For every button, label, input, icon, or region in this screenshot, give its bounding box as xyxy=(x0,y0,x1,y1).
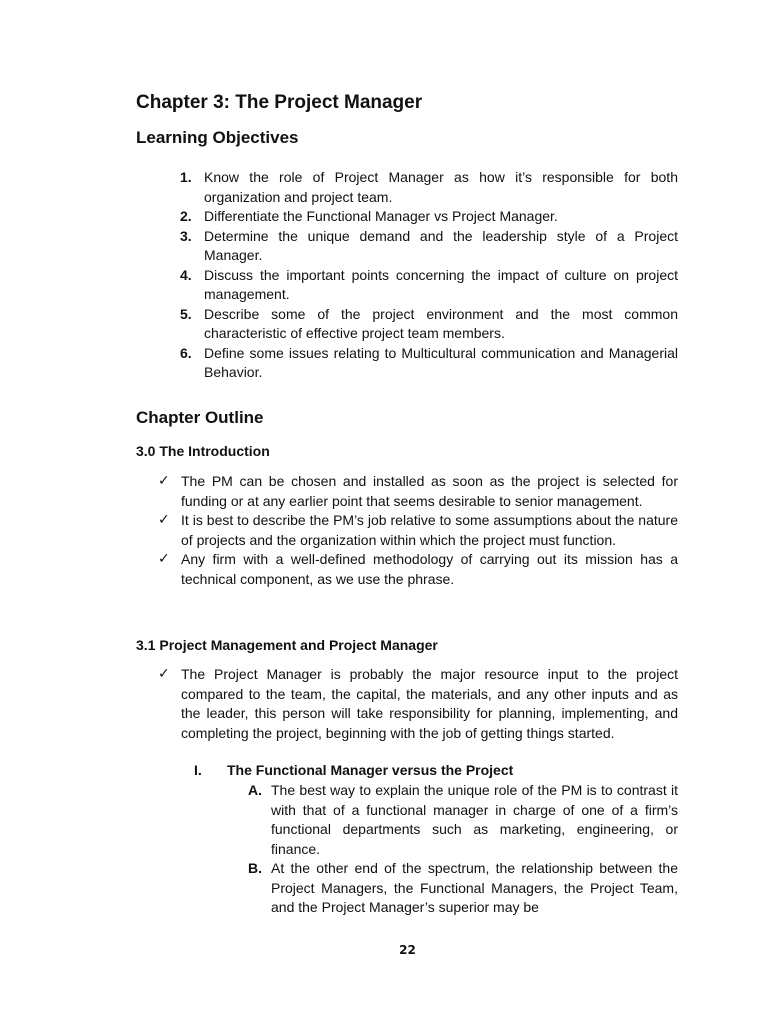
checklist-text: Any firm with a well-defined methodology of carrying out its mission has a technical component, as we use the phrase. xyxy=(181,551,678,587)
checklist-item xyxy=(158,511,678,550)
objective-number: 5. xyxy=(180,305,192,322)
objective-number: 6. xyxy=(180,344,192,361)
section-3-1-title: 3.1 Project Management and Project Manager xyxy=(136,637,438,653)
objective-text: Determine the unique demand and the leadership style of a Project Manager. xyxy=(204,227,678,263)
checklist-text: It is best to describe the PM’s job relative to some assumptions about the nature of projects and the organization within which the project must function. xyxy=(181,512,678,548)
check-icon: ✓ xyxy=(158,512,170,528)
subsection-title: The Functional Manager versus the Project xyxy=(227,762,514,778)
functional-manager-list xyxy=(248,781,678,918)
learning-objectives-heading: Learning Objectives xyxy=(136,128,299,147)
page-number: 22 xyxy=(399,943,416,957)
checklist-item xyxy=(158,550,678,589)
objective-item xyxy=(180,266,678,305)
check-icon: ✓ xyxy=(158,666,170,682)
objective-item xyxy=(180,207,678,227)
objective-text: Differentiate the Functional Manager vs Project Manager. xyxy=(204,208,558,224)
lettered-item-text: At the other end of the spectrum, the relationship between the Project Managers, the Functional Managers, the Project Team, and the Project Manager’s superior may be xyxy=(271,860,678,915)
objective-item xyxy=(180,344,678,383)
chapter-title: Chapter 3: The Project Manager xyxy=(136,92,423,113)
objective-text: Describe some of the project environment and the most common characteristic of effective project team members. xyxy=(204,305,678,341)
check-icon: ✓ xyxy=(158,473,170,489)
objective-text: Define some issues relating to Multicultural communication and Managerial Behavior. xyxy=(204,344,678,380)
objective-number: 4. xyxy=(180,266,192,283)
lettered-item xyxy=(248,859,678,918)
roman-numeral: I. xyxy=(194,762,202,778)
learning-objectives-list xyxy=(180,168,678,383)
chapter-outline-heading: Chapter Outline xyxy=(136,408,264,427)
checklist-text: The PM can be chosen and installed as soon as the project is selected for funding or at any earlier point that seems desirable to senior management. xyxy=(181,473,678,509)
checklist-text: The Project Manager is probably the major resource input to the project compared to the team, the capital, the materials, and any other inputs and as the leader, this person will take responsibility for planning, implementing, and completing the project, beginning with the job of getting things started. xyxy=(181,666,678,741)
objective-text: Discuss the important points concerning the impact of culture on project management. xyxy=(204,266,678,302)
item-letter: B. xyxy=(248,860,262,876)
check-icon: ✓ xyxy=(158,551,170,567)
subsection-heading xyxy=(194,762,513,778)
project-management-checklist xyxy=(158,665,678,743)
objective-text: Know the role of Project Manager as how it’s responsible for both organization and project team. xyxy=(204,169,678,205)
introduction-checklist xyxy=(158,472,678,589)
objective-number: 3. xyxy=(180,227,192,244)
checklist-item xyxy=(158,665,678,743)
item-letter: A. xyxy=(248,782,262,798)
section-3-0-title: 3.0 The Introduction xyxy=(136,443,270,459)
objective-number: 2. xyxy=(180,208,192,224)
objective-item xyxy=(180,168,678,207)
objective-item xyxy=(180,227,678,266)
objective-number: 1. xyxy=(180,169,192,185)
objective-item xyxy=(180,305,678,344)
checklist-item xyxy=(158,472,678,511)
lettered-item xyxy=(248,781,678,859)
lettered-item-text: The best way to explain the unique role of the PM is to contrast it with that of a functional manager in charge of one of a firm’s functional departments such as marketing, engineering, or finance. xyxy=(271,782,678,857)
